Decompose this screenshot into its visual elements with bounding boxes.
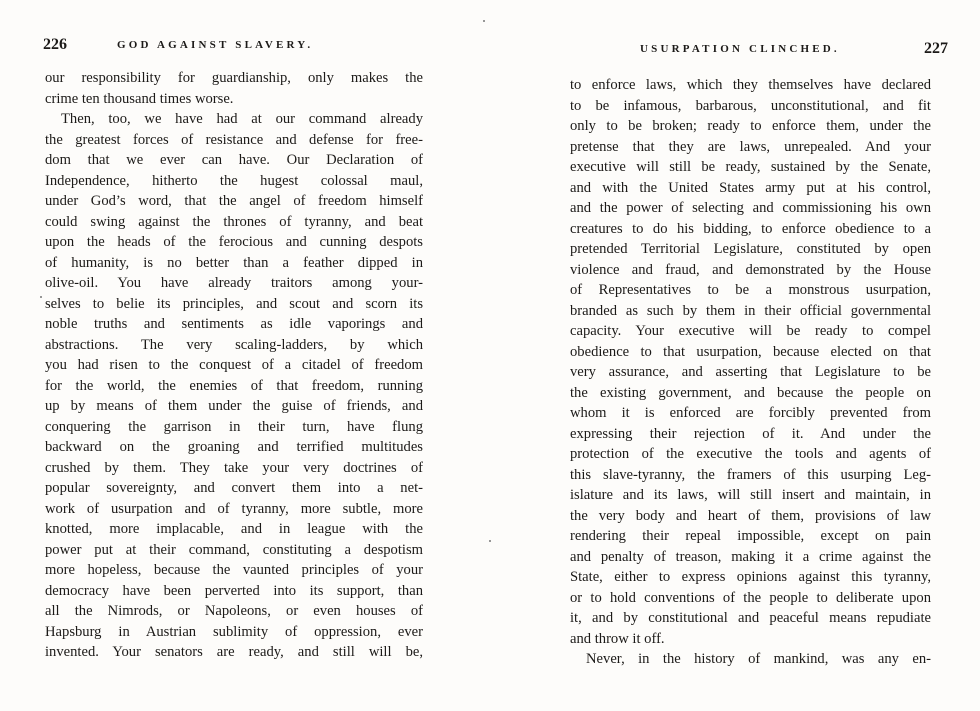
text-line: protection of the executive the tools and agents of bbox=[570, 446, 931, 462]
paper-speck bbox=[483, 20, 485, 22]
text-line: rendering their repeal impossible, except on pain bbox=[570, 528, 931, 544]
page-number: 226 bbox=[43, 36, 67, 53]
text-line: State, either to express opinions against this tyranny, bbox=[570, 569, 931, 585]
text-line: power put at their command, constituting a despotism bbox=[45, 541, 423, 558]
text-line: only to be broken; ready to enforce them, under the bbox=[570, 118, 931, 134]
text-line: under God’s word, that the angel of freedom himself bbox=[45, 193, 423, 209]
text-line: branded as such by them in their official governmental bbox=[570, 302, 931, 319]
text-line: of Representatives to be a monstrous usurpation, bbox=[570, 282, 931, 298]
text-line: executive will still be ready, sustained by the Senate, bbox=[570, 159, 931, 175]
text-line: Then, too, we have had at our command already bbox=[61, 111, 423, 127]
right-page-header bbox=[640, 40, 948, 60]
text-line: abstractions. The very scaling-ladders, by which bbox=[45, 336, 423, 353]
text-line: dom that we ever can have. Our Declaration of bbox=[45, 152, 423, 168]
text-line: more hopeless, because the vaunted principles of your bbox=[45, 562, 423, 578]
text-line: Never, in the history of mankind, was any en- bbox=[586, 651, 931, 667]
text-line: creatures to do his bidding, to enforce obedience to a bbox=[570, 220, 931, 237]
right-page-body-text bbox=[570, 75, 931, 670]
text-line: Hapsburg in Austrian sublimity of oppression, ever bbox=[45, 623, 423, 640]
text-line: knotted, more implacable, and in league with the bbox=[45, 521, 423, 537]
text-line: very assurance, and asserting that Legislature to be bbox=[570, 364, 931, 380]
page-number: 227 bbox=[924, 40, 948, 57]
paper-speck bbox=[40, 296, 42, 298]
paper-speck bbox=[489, 540, 491, 542]
text-line: and with the United States army put at his control, bbox=[570, 179, 931, 196]
text-line: work of usurpation and of tyranny, more subtle, more bbox=[45, 500, 423, 517]
running-title: USURPATION CLINCHED. bbox=[640, 43, 840, 55]
text-line: invented. Your senators are ready, and still will be, bbox=[45, 644, 423, 660]
text-line: or to hold conventions of the people to deliberate upon bbox=[570, 589, 931, 606]
text-line: to enforce laws, which they themselves have declared bbox=[570, 77, 931, 93]
text-line: up by means of them under the guise of friends, and bbox=[45, 398, 423, 414]
text-line: crushed by them. They take your very doctrines of bbox=[45, 459, 423, 476]
text-line: to be infamous, barbarous, unconstitutional, and fit bbox=[570, 97, 931, 114]
text-line: selves to belie its principles, and scout and scorn its bbox=[45, 295, 423, 312]
text-line: this slave-tyranny, the framers of this usurping Leg- bbox=[570, 466, 931, 483]
text-line: and throw it off. bbox=[570, 630, 665, 647]
text-line: and penalty of treason, making it a crime against the bbox=[570, 548, 931, 565]
text-line: pretended Territorial Legislature, constituted by open bbox=[570, 241, 931, 257]
text-line: of humanity, is no better than a feather dipped in bbox=[45, 254, 423, 271]
text-line: could swing against the thrones of tyranny, and beat bbox=[45, 213, 423, 230]
left-page-header bbox=[43, 36, 433, 56]
text-line: upon the heads of the ferocious and cunning despots bbox=[45, 234, 423, 250]
text-line: all the Nimrods, or Napoleons, or even houses of bbox=[45, 603, 423, 619]
text-line: obedience to that usurpation, because elected on that bbox=[570, 343, 931, 360]
text-line: expressing their rejection of it. And under the bbox=[570, 425, 931, 442]
text-line: democracy have been perverted into its support, than bbox=[45, 582, 423, 599]
text-line: backward on the groaning and terrified multitudes bbox=[45, 439, 423, 455]
text-line: you had risen to the conquest of a citadel of freedom bbox=[45, 357, 423, 373]
text-line: the existing government, and because the people on bbox=[570, 384, 931, 401]
text-line: whom it is enforced are forcibly prevented from bbox=[570, 405, 931, 421]
running-title: GOD AGAINST SLAVERY. bbox=[117, 39, 314, 51]
text-line: violence and fraud, and demonstrated by the House bbox=[570, 261, 931, 278]
text-line: islature and its laws, will still insert and maintain, in bbox=[570, 487, 931, 503]
text-line: it, and by constitutional and peaceful means repudiate bbox=[570, 610, 931, 626]
text-line: Independence, hitherto the hugest colossal maul, bbox=[45, 172, 423, 189]
text-line: our responsibility for guardianship, only makes the bbox=[45, 70, 423, 86]
text-line: noble truths and sentiments as idle vaporings and bbox=[45, 316, 423, 332]
right-page bbox=[490, 0, 980, 711]
text-line: for the world, the enemies of that freedom, running bbox=[45, 377, 423, 394]
text-line: conquering the garrison in their turn, have flung bbox=[45, 418, 423, 435]
text-line: and the power of selecting and commissioning his own bbox=[570, 200, 931, 216]
text-line: the very body and heart of them, provisions of law bbox=[570, 507, 931, 524]
text-line: olive-oil. You have already traitors among your- bbox=[45, 275, 423, 291]
left-page-body-text bbox=[45, 68, 423, 663]
text-line: pretense that they are laws, unrepealed. And your bbox=[570, 138, 931, 155]
text-line: capacity. Your executive will be ready to compel bbox=[570, 323, 931, 339]
text-line: crime ten thousand times worse. bbox=[45, 90, 234, 107]
text-line: the greatest forces of resistance and defense for free- bbox=[45, 131, 423, 148]
text-line: popular sovereignty, and convert them into a net- bbox=[45, 480, 423, 496]
